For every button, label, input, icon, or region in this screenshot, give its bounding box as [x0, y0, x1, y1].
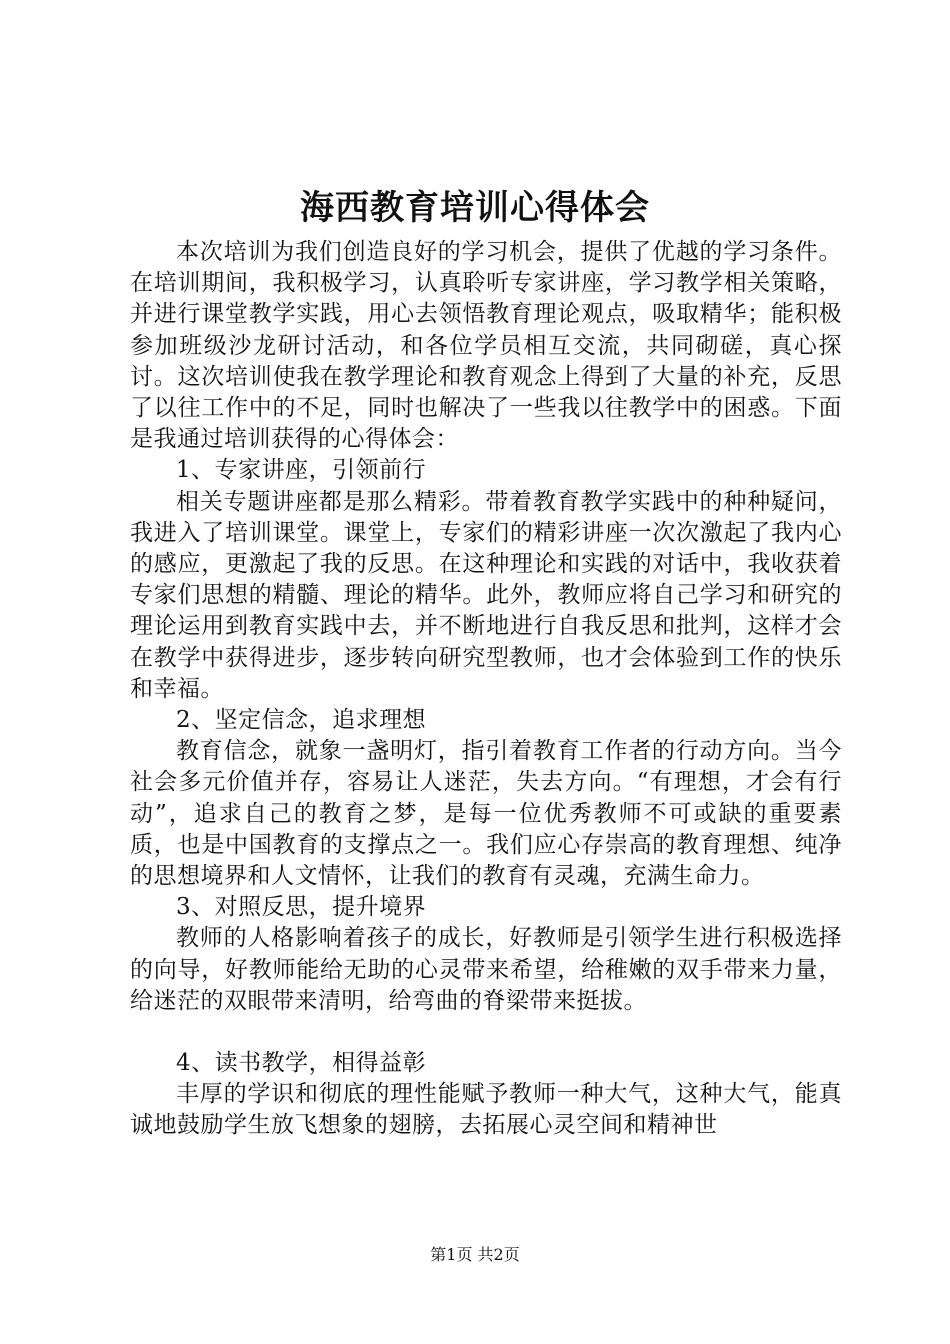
document-body	[130, 237, 842, 1142]
page-footer: 第1页 共2页	[430, 1245, 520, 1264]
section-heading-3: 3、对照反思，提升境界	[176, 894, 427, 921]
section-heading-2: 2、坚定信念，追求理想	[176, 707, 427, 734]
intro-paragraph: 本次培训为我们创造良好的学习机会，提供了优越的学习条件。在培训期间，我积极学习，认真聆听专家讲座，学习教学相关策略，并进行课堂教学实践，用心去领悟教育理论观点，吸取精华；能积极参加班级沙龙研讨活动，和各位学员相互交流，共同砌磋，真心探讨。这次培训使我在教学理论和教育观念上得到了大量的补充，反思了以往工作中的不足，同时也解决了一些我以往教学中的困惑。下面是我通过培训获得的心得体会：	[130, 239, 842, 453]
section-heading-4: 4、读书教学，相得益彰	[176, 1050, 427, 1077]
document-title: 海西教育培训心得体会	[300, 188, 650, 228]
section-paragraph-2: 教育信念，就象一盏明灯，指引着教育工作者的行动方向。当今社会多元价值并存，容易让人迷茫，失去方向。“有理想，才会有行动”，追求自己的教育之梦，是每一位优秀教师不可或缺的重要素质，也是中国教育的支撑点之一。我们应心存崇高的教育理想、纯净的思想境界和人文情怀，让我们的教育有灵魂，充满生命力。	[130, 738, 842, 890]
section-paragraph-4: 丰厚的学识和彻底的理性能赋予教师一种大气，这种大气，能真诚地鼓励学生放飞想象的翅膀，去拓展心灵空间和精神世	[130, 1081, 842, 1139]
section-heading-1: 1、专家讲座，引领前行	[176, 457, 427, 484]
section-paragraph-1: 相关专题讲座都是那么精彩。带着教育教学实践中的种种疑问，我进入了培训课堂。课堂上，专家们的精彩讲座一次次激起了我内心的感应，更激起了我的反思。在这种理论和实践的对话中，我收获着专家们思想的精髓、理论的精华。此外，教师应将自己学习和研究的理论运用到教育实践中去，并不断地进行自我反思和批判，这样才会在教学中获得进步，逐步转向研究型教师，也才会体验到工作的快乐和幸福。	[130, 488, 842, 702]
section-paragraph-3: 教师的人格影响着孩子的成长，好教师是引领学生进行积极选择的向导，好教师能给无助的心灵带来希望，给稚嫩的双手带来力量，给迷茫的双眼带来清明，给弯曲的脊梁带来挺拔。	[130, 925, 842, 1014]
